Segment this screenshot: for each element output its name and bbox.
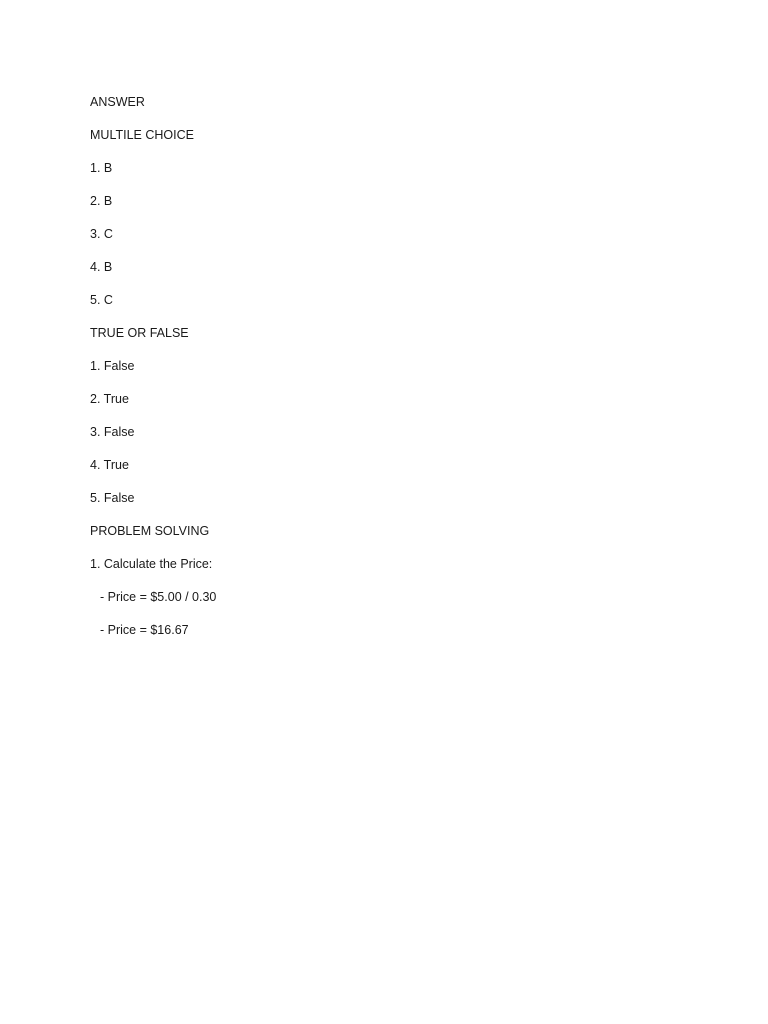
mc-answer-2: 2. B [90,194,113,208]
mc-answer-1: 1. B [90,161,113,175]
section-heading-multiple-choice: MULTILE CHOICE [90,128,194,142]
tf-answer-1: 1. False [90,359,135,373]
tf-answer-2: 2. True [90,392,129,406]
document-title: ANSWER [90,95,145,109]
section-heading-true-false: TRUE OR FALSE [90,326,189,340]
problem-step-1: - Price = $5.00 / 0.30 [100,590,217,604]
problem-question-1: 1. Calculate the Price: [90,557,213,571]
tf-answer-5: 5. False [90,491,135,505]
mc-answer-3: 3. C [90,227,113,241]
section-heading-problem-solving: PROBLEM SOLVING [90,524,210,538]
tf-answer-3: 3. False [90,425,135,439]
mc-answer-5: 5. C [90,293,113,307]
tf-answer-4: 4. True [90,458,129,472]
problem-step-2: - Price = $16.67 [100,623,189,637]
mc-answer-4: 4. B [90,260,113,274]
